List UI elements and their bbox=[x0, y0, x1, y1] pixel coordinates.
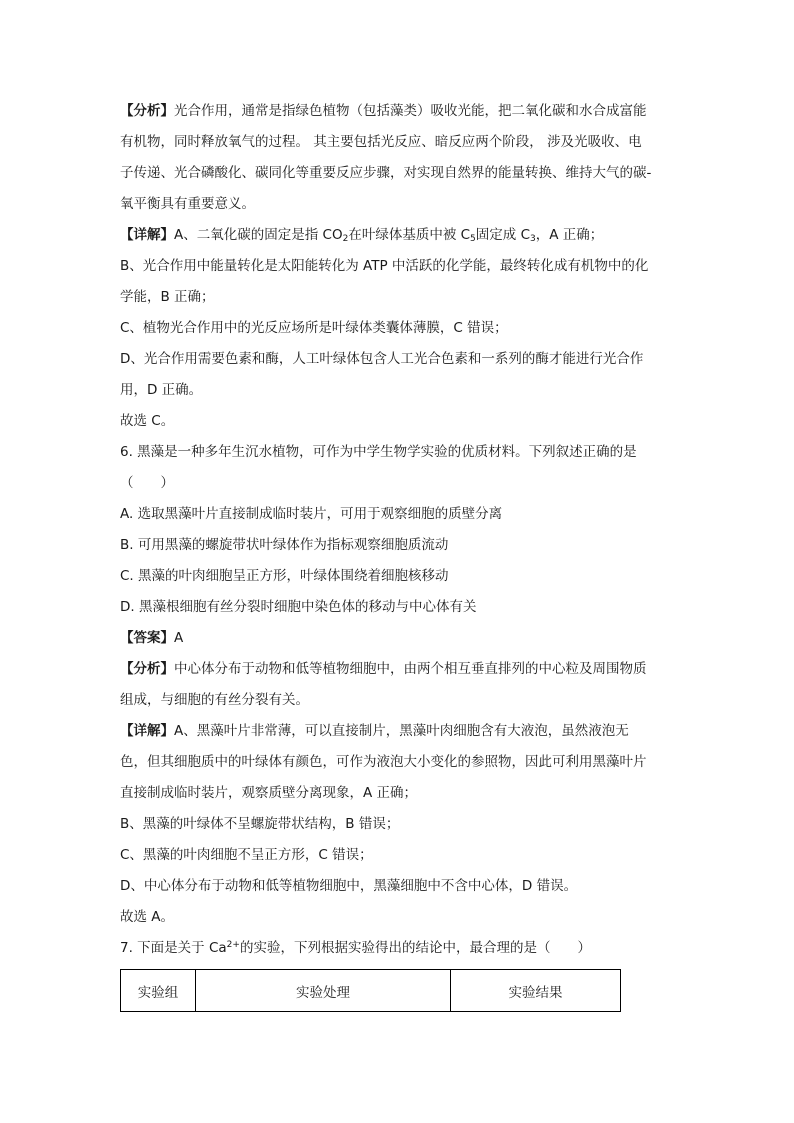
analysis-line-4: 氧平衡具有重要意义。 bbox=[120, 196, 255, 212]
document-body bbox=[120, 96, 680, 964]
detail-line-b2: 学能，B 正确； bbox=[120, 289, 215, 305]
detail-line-a: 【详解】A、二氧化碳的固定是指 $CO_2$在叶绿体基质中被 $C_5$固定成 $C_3$，A 正确； bbox=[120, 227, 604, 244]
question-6-stem: 6. 黑藻是一种多年生沉水植物，可作为中学生物学实验的优质材料。下列叙述正确的是 bbox=[120, 444, 637, 460]
q6-analysis-line-1: 【分析】中心体分布于动物和低等植物细胞中，由两个相互垂直排列的中心粒及周围物质 bbox=[120, 661, 647, 677]
detail-line-d1: D、光合作用需要色素和酶，人工叶绿体包含人工光合色素和一系列的酶才能进行光合作 bbox=[120, 351, 644, 367]
table-header-row bbox=[121, 970, 621, 1012]
q6-analysis-tag: 【分析】 bbox=[120, 661, 174, 677]
option-b: B. 可用黑藻的螺旋带状叶绿体作为指标观察细胞质流动 bbox=[120, 537, 449, 553]
header-result: 实验结果 bbox=[451, 970, 621, 1012]
q6-detail-line-b: B、黑藻的叶绿体不呈螺旋带状结构，B 错误； bbox=[120, 816, 400, 832]
q6-detail-line-a2: 色，但其细胞质中的叶绿体有颜色，可作为液泡大小变化的参照物，因此可利用黑藻叶片 bbox=[120, 754, 647, 770]
q6-detail-line-a1: 【详解】A、黑藻叶片非常薄，可以直接制片，黑藻叶肉细胞含有大液泡，虽然液泡无 bbox=[120, 723, 629, 739]
question-6-blank: （ ） bbox=[120, 475, 174, 491]
q6-detail-tag: 【详解】 bbox=[120, 723, 174, 739]
q6-final-answer: 故选 A。 bbox=[120, 909, 175, 925]
answer-tag: 【答案】 bbox=[120, 630, 174, 646]
detail-line-b1: B、光合作用中能量转化是太阳能转化为 ATP 中活跃的化学能，最终转化成有机物中的化 bbox=[120, 258, 649, 274]
q6-detail-line-a3: 直接制成临时装片，观察质壁分离现象，A 正确； bbox=[120, 785, 418, 801]
q6-analysis-line-2: 组成，与细胞的有丝分裂有关。 bbox=[120, 692, 309, 708]
detail-answer: 故选 C。 bbox=[120, 413, 175, 429]
q6-detail-line-c: C、黑藻的叶肉细胞不呈正方形，C 错误； bbox=[120, 847, 373, 863]
q6-detail-line-d: D、中心体分布于动物和低等植物细胞中，黑藻细胞中不含中心体，D 错误。 bbox=[120, 878, 578, 894]
detail-tag: 【详解】 bbox=[120, 227, 174, 243]
analysis-line-3: 子传递、光合磷酸化、碳同化等重要反应步骤，对实现自然界的能量转换、维持大气的碳- bbox=[120, 165, 652, 181]
option-a: A. 选取黑藻叶片直接制成临时装片，可用于观察细胞的质壁分离 bbox=[120, 506, 503, 522]
header-group: 实验组 bbox=[121, 970, 196, 1012]
analysis-line-2: 有机物，同时释放氧气的过程。 其主要包括光反应、暗反应两个阶段， 涉及光吸收、电 bbox=[120, 134, 642, 150]
header-treatment: 实验处理 bbox=[196, 970, 451, 1012]
detail-line-d2: 用，D 正确。 bbox=[120, 382, 203, 398]
detail-line-c: C、植物光合作用中的光反应场所是叶绿体类囊体薄膜，C 错误； bbox=[120, 320, 508, 336]
experiment-table bbox=[120, 969, 621, 1012]
analysis-tag: 【分析】 bbox=[120, 103, 174, 119]
analysis-line-1: 【分析】光合作用，通常是指绿色植物（包括藻类）吸收光能，把二氧化碳和水合成富能 bbox=[120, 103, 647, 119]
option-d: D. 黑藻根细胞有丝分裂时细胞中染色体的移动与中心体有关 bbox=[120, 599, 477, 615]
option-c: C. 黑藻的叶肉细胞呈正方形，叶绿体围绕着细胞核移动 bbox=[120, 568, 449, 584]
question-7-stem: 7. 下面是关于 $Ca^{2+}$的实验，下列根据实验得出的结论中，最合理的是（ ） bbox=[120, 940, 591, 956]
answer-line bbox=[120, 623, 680, 654]
answer-value: A bbox=[174, 630, 184, 646]
